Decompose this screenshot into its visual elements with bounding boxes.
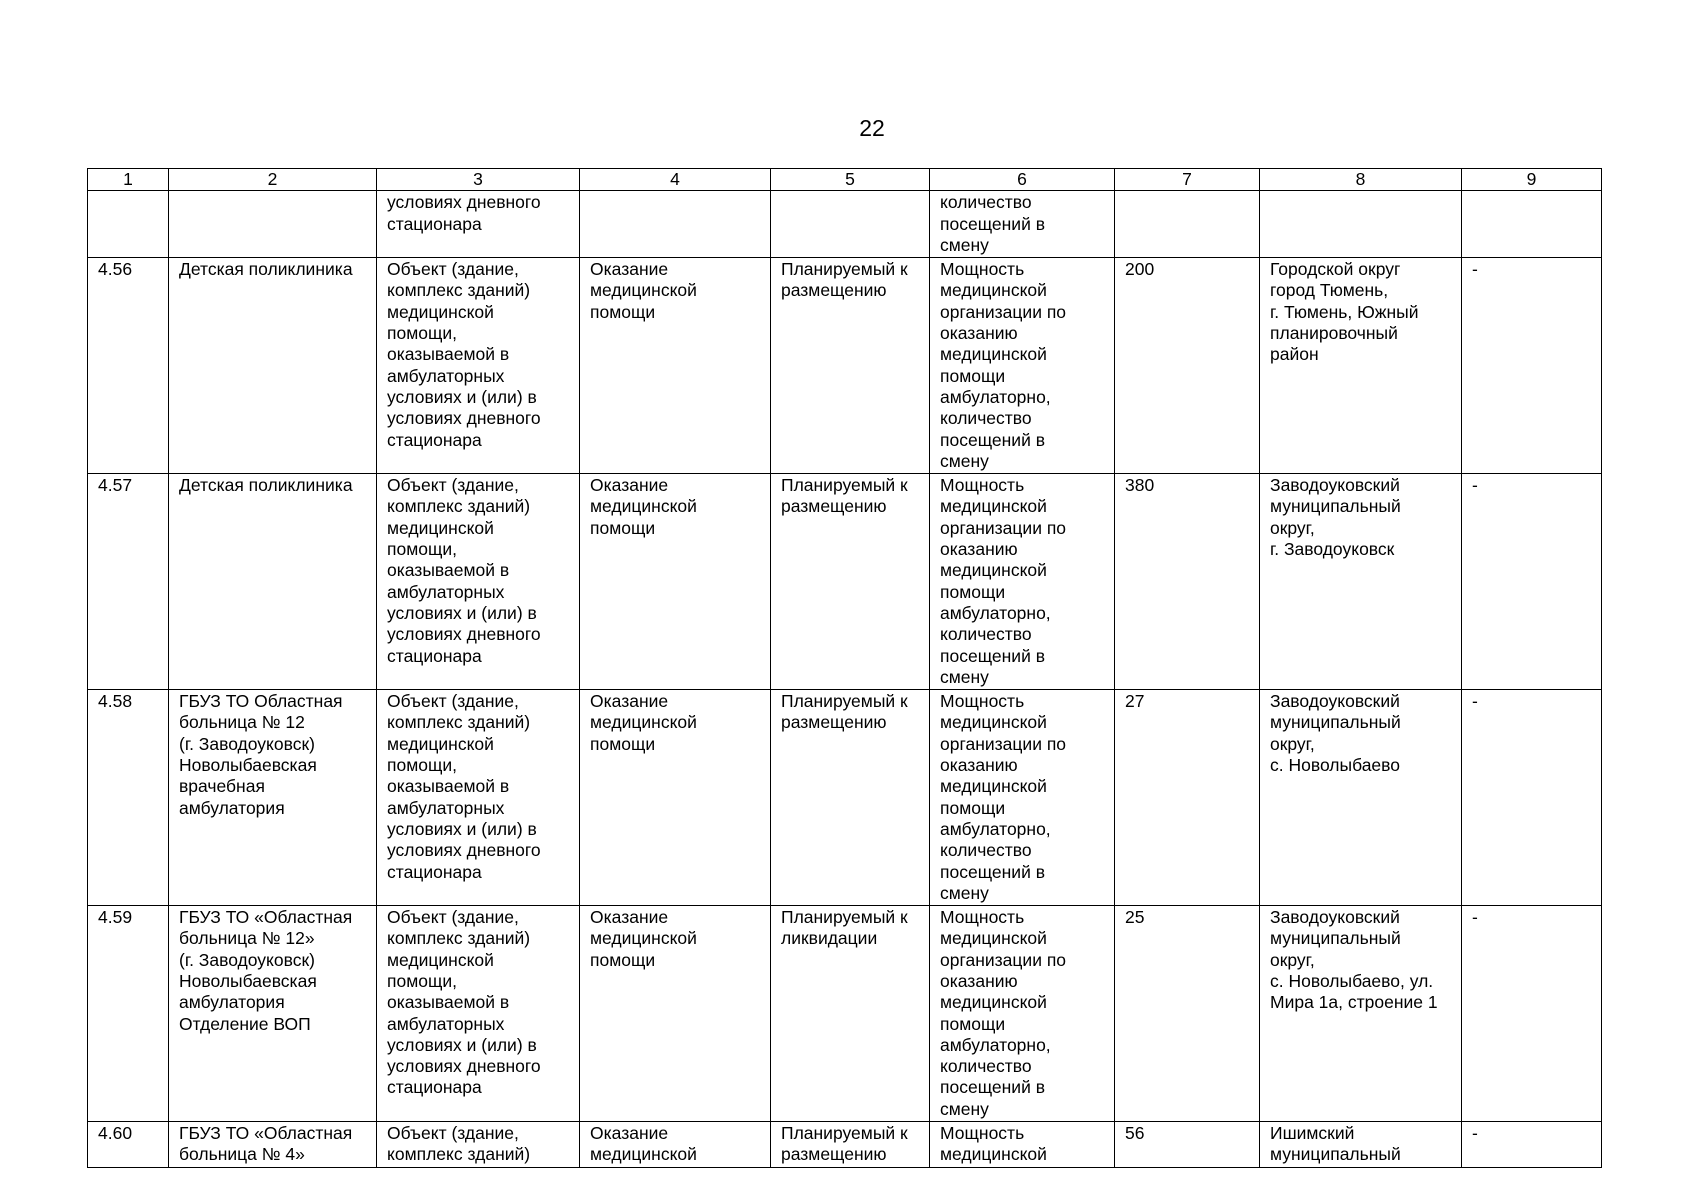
cell-status <box>771 191 930 258</box>
cell-text: ГБУЗ ТО «Областная больница № 4» <box>179 1123 353 1165</box>
cell-text: 25 <box>1125 907 1145 928</box>
cell-location <box>1260 906 1462 1122</box>
cell-text: Детская поликлиника <box>179 475 353 496</box>
cell-function <box>580 1122 771 1168</box>
cell-purpose <box>377 690 580 906</box>
cell-status <box>771 474 930 690</box>
cell-value <box>1115 906 1260 1122</box>
cell-zone <box>1462 1122 1602 1168</box>
table-row <box>88 258 1602 474</box>
cell-status <box>771 906 930 1122</box>
column-number: 3 <box>377 169 580 191</box>
cell-text: Мощность медицинской организации по оказанию медицинской помощи амбулаторно, количество посещений в смену <box>940 475 1067 687</box>
cell-text: 4.56 <box>98 259 133 280</box>
column-number: 1 <box>88 169 169 191</box>
cell-status <box>771 1122 930 1168</box>
cell-text: Мощность медицинской <box>940 1123 1047 1165</box>
cell-purpose <box>377 474 580 690</box>
cell-text: Мощность медицинской организации по оказанию медицинской помощи амбулаторно, количество посещений в смену <box>940 259 1067 471</box>
cell-text: Планируемый к размещению <box>781 475 908 517</box>
cell-text: 56 <box>1125 1123 1145 1144</box>
cell-number <box>88 258 169 474</box>
cell-location <box>1260 191 1462 258</box>
cell-characteristic <box>930 906 1115 1122</box>
cell-value <box>1115 191 1260 258</box>
cell-function <box>580 191 771 258</box>
cell-status <box>771 258 930 474</box>
table-row <box>88 474 1602 690</box>
cell-location <box>1260 474 1462 690</box>
cell-text: - <box>1472 907 1478 928</box>
cell-characteristic <box>930 474 1115 690</box>
table-row <box>88 906 1602 1122</box>
cell-status <box>771 690 930 906</box>
table-body <box>88 169 1602 1168</box>
cell-text: 27 <box>1125 691 1145 712</box>
cell-location <box>1260 1122 1462 1168</box>
cell-text: Планируемый к ликвидации <box>781 907 908 949</box>
cell-zone <box>1462 191 1602 258</box>
cell-text: 4.58 <box>98 691 133 712</box>
cell-text: - <box>1472 259 1478 280</box>
cell-text: Оказание медицинской помощи <box>590 907 697 970</box>
cell-text: 200 <box>1125 259 1155 280</box>
cell-text: - <box>1472 475 1478 496</box>
cell-function <box>580 474 771 690</box>
cell-number <box>88 474 169 690</box>
cell-purpose <box>377 906 580 1122</box>
column-number: 8 <box>1260 169 1462 191</box>
cell-text: Детская поликлиника <box>179 259 353 280</box>
column-number: 4 <box>580 169 771 191</box>
column-number: 9 <box>1462 169 1602 191</box>
cell-function <box>580 258 771 474</box>
cell-text: Объект (здание, комплекс зданий) медицинской помощи, оказываемой в амбулаторных условиях и (или) в условиях дневного стационара <box>387 907 541 1098</box>
cell-name <box>169 690 377 906</box>
table-row <box>88 1122 1602 1168</box>
cell-text: 4.59 <box>98 907 133 928</box>
cell-location <box>1260 690 1462 906</box>
column-number: 5 <box>771 169 930 191</box>
cell-number <box>88 690 169 906</box>
cell-text: Планируемый к размещению <box>781 1123 908 1165</box>
cell-text: Оказание медицинской <box>590 1123 697 1165</box>
cell-text: Планируемый к размещению <box>781 691 908 733</box>
cell-text: - <box>1472 1123 1478 1144</box>
cell-characteristic <box>930 690 1115 906</box>
cell-purpose <box>377 1122 580 1168</box>
cell-characteristic <box>930 258 1115 474</box>
column-number: 2 <box>169 169 377 191</box>
cell-characteristic <box>930 191 1115 258</box>
cell-text: Городской округ город Тюмень, г. Тюмень, Южный планировочный район <box>1270 259 1419 365</box>
column-number-row <box>88 169 1602 191</box>
cell-text: Мощность медицинской организации по оказанию медицинской помощи амбулаторно, количество посещений в смену <box>940 691 1067 903</box>
cell-purpose <box>377 191 580 258</box>
cell-value <box>1115 690 1260 906</box>
cell-text: 4.57 <box>98 475 133 496</box>
cell-text: Планируемый к размещению <box>781 259 908 301</box>
cell-name <box>169 1122 377 1168</box>
table-row <box>88 191 1602 258</box>
cell-text: количество посещений в смену <box>940 192 1045 255</box>
cell-text: ГБУЗ ТО «Областная больница № 12» (г. Заводоуковск) Новолыбаевская амбулатория Отделение ВОП <box>179 907 353 1034</box>
cell-text: 4.60 <box>98 1123 133 1144</box>
cell-name <box>169 906 377 1122</box>
cell-number <box>88 191 169 258</box>
cell-name <box>169 474 377 690</box>
cell-text: ГБУЗ ТО Областная больница № 12 (г. Заводоуковск) Новолыбаевская врачебная амбулатория <box>179 691 343 818</box>
cell-zone <box>1462 258 1602 474</box>
facilities-table <box>87 168 1602 1168</box>
cell-value <box>1115 1122 1260 1168</box>
cell-text: Объект (здание, комплекс зданий) медицинской помощи, оказываемой в амбулаторных условиях и (или) в условиях дневного стационара <box>387 691 541 882</box>
cell-text: Оказание медицинской помощи <box>590 259 697 322</box>
cell-function <box>580 690 771 906</box>
cell-zone <box>1462 906 1602 1122</box>
cell-text: Заводоуковский муниципальный округ, с. Новолыбаево, ул. Мира 1а, строение 1 <box>1270 907 1438 1013</box>
column-number: 7 <box>1115 169 1260 191</box>
cell-text: Заводоуковский муниципальный округ, с. Новолыбаево <box>1270 691 1401 776</box>
cell-text: Оказание медицинской помощи <box>590 691 697 754</box>
cell-text: Оказание медицинской помощи <box>590 475 697 538</box>
cell-text: Объект (здание, комплекс зданий) <box>387 1123 531 1165</box>
cell-name <box>169 191 377 258</box>
page-number: 22 <box>859 115 885 141</box>
cell-text: 380 <box>1125 475 1155 496</box>
cell-characteristic <box>930 1122 1115 1168</box>
cell-number <box>88 1122 169 1168</box>
cell-text: Мощность медицинской организации по оказанию медицинской помощи амбулаторно, количество посещений в смену <box>940 907 1067 1119</box>
cell-text: Объект (здание, комплекс зданий) медицинской помощи, оказываемой в амбулаторных условиях и (или) в условиях дневного стационара <box>387 259 541 450</box>
cell-location <box>1260 258 1462 474</box>
cell-text: условиях дневного стационара <box>387 192 541 234</box>
cell-function <box>580 906 771 1122</box>
cell-text: Объект (здание, комплекс зданий) медицинской помощи, оказываемой в амбулаторных условиях и (или) в условиях дневного стационара <box>387 475 541 666</box>
cell-text: Заводоуковский муниципальный округ, г. Заводоуковск <box>1270 475 1401 560</box>
cell-zone <box>1462 690 1602 906</box>
cell-zone <box>1462 474 1602 690</box>
cell-text: Ишимский муниципальный <box>1270 1123 1401 1165</box>
cell-value <box>1115 258 1260 474</box>
cell-value <box>1115 474 1260 690</box>
cell-text: - <box>1472 691 1478 712</box>
column-number: 6 <box>930 169 1115 191</box>
cell-purpose <box>377 258 580 474</box>
cell-number <box>88 906 169 1122</box>
table-row <box>88 690 1602 906</box>
cell-name <box>169 258 377 474</box>
